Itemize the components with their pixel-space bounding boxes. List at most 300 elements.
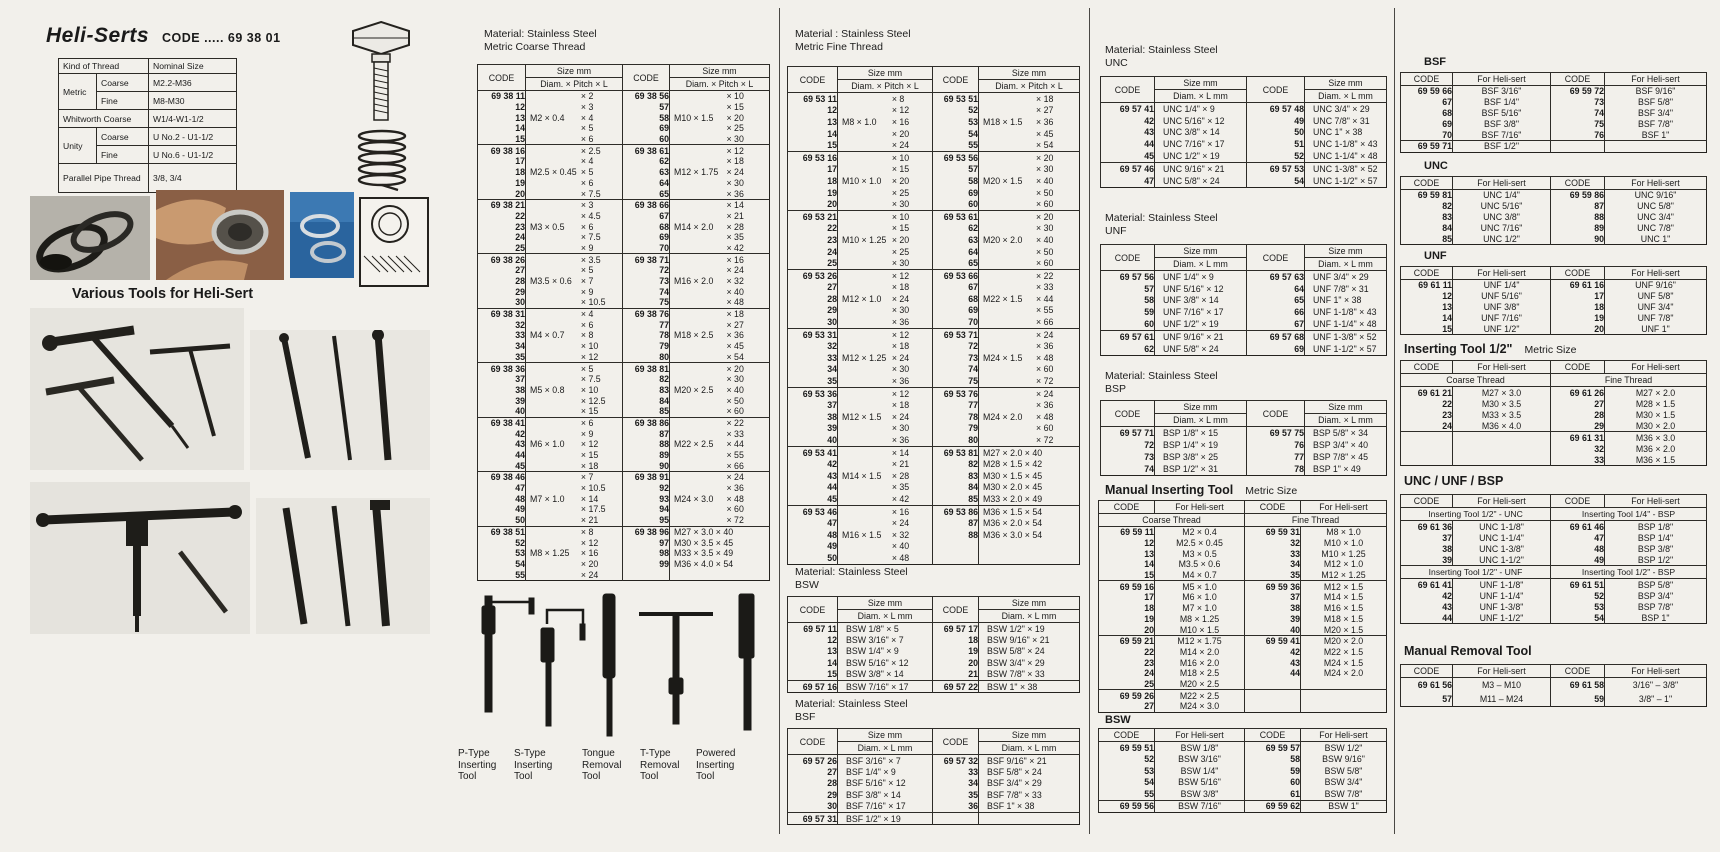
column-header: CODE bbox=[1247, 77, 1305, 103]
code-cell: 23 bbox=[478, 221, 526, 232]
size-cell: UNC 1-1/4" bbox=[1453, 532, 1551, 543]
column-header: CODE bbox=[1551, 495, 1605, 508]
code-cell: 69 38 31 bbox=[478, 308, 526, 319]
size-cell: × 25 bbox=[670, 123, 770, 134]
table-row bbox=[478, 493, 770, 504]
size-cell: BSF 5/16" × 12 bbox=[838, 778, 933, 789]
size-cell: M24 × 2.0 bbox=[1301, 668, 1387, 679]
tool-label-line: T-Type bbox=[640, 748, 671, 759]
code-cell: 17 bbox=[478, 156, 526, 167]
size-cell: M24 × 3.0 bbox=[1155, 701, 1245, 712]
code-cell: 18 bbox=[933, 634, 979, 645]
size-cell: × 21 bbox=[670, 211, 770, 222]
size-cell: M33 × 3.5 × 49 bbox=[670, 548, 770, 559]
code-cell: 69 53 81 bbox=[933, 446, 979, 458]
material-line: Metric Coarse Thread bbox=[484, 41, 586, 53]
table-row bbox=[788, 139, 1080, 151]
size-cell bbox=[1605, 140, 1707, 152]
code-cell: 62 bbox=[1101, 343, 1155, 355]
table-row bbox=[1101, 427, 1387, 440]
table-row bbox=[788, 493, 1080, 505]
size-cell: × 9 bbox=[526, 243, 623, 254]
size-cell: × 12 bbox=[670, 145, 770, 156]
size-cell: × 66 bbox=[979, 316, 1080, 328]
photo-hand-insert bbox=[156, 190, 284, 280]
size-cell: BSF 1/4" bbox=[1453, 97, 1551, 108]
size-cell: × 24 bbox=[838, 139, 933, 151]
size-cell: BSP 3/8" × 25 bbox=[1155, 451, 1247, 463]
table-row bbox=[1401, 543, 1707, 554]
size-cell: M30 × 2.0 × 45 bbox=[979, 482, 1080, 494]
thread-kind-cell: Fine bbox=[97, 146, 149, 164]
size-cell: × 60 bbox=[979, 257, 1080, 269]
table-row bbox=[788, 812, 1080, 824]
size-cell: M36 × 2.0 bbox=[1605, 443, 1707, 454]
size-cell: × 40 bbox=[670, 286, 770, 297]
code-cell: 54 bbox=[478, 559, 526, 570]
code-cell: 69 61 36 bbox=[1401, 521, 1453, 533]
code-cell: 69 38 11 bbox=[478, 91, 526, 102]
size-cell: × 15 bbox=[670, 102, 770, 113]
size-cell: M10 × 1.25 bbox=[1301, 548, 1387, 559]
size-cell: M12 × 1.25 × 24 bbox=[838, 352, 933, 364]
size-cell: × 6 bbox=[526, 319, 623, 330]
table-row bbox=[788, 105, 1080, 117]
photo-tools-1 bbox=[30, 308, 244, 470]
table-row bbox=[1101, 318, 1387, 330]
code-cell: 92 bbox=[623, 483, 670, 494]
size-cell: M30 × 2.0 bbox=[1605, 420, 1707, 432]
code-cell: 69 61 31 bbox=[1551, 432, 1605, 444]
column-header: Diam. × L mm bbox=[1155, 90, 1247, 103]
table-row bbox=[478, 385, 770, 396]
code-cell: 69 38 76 bbox=[623, 308, 670, 319]
table-row bbox=[1401, 86, 1707, 97]
table-row bbox=[1401, 508, 1707, 521]
size-cell: BSW 7/16" × 17 bbox=[838, 680, 933, 692]
code-cell: 68 bbox=[623, 221, 670, 232]
column-header: CODE bbox=[1245, 729, 1301, 742]
code-cell: 53 bbox=[1551, 601, 1605, 612]
size-cell: M6 × 1.0 × 12 bbox=[526, 439, 623, 450]
size-cell: UNF 1/2" × 19 bbox=[1155, 318, 1247, 330]
size-cell: M36 × 4.0 bbox=[1453, 420, 1551, 432]
size-cell: BSP 3/4" bbox=[1605, 590, 1707, 601]
size-cell: × 18 bbox=[838, 399, 933, 411]
code-cell: 14 bbox=[1099, 559, 1155, 570]
size-cell: × 7.5 bbox=[526, 232, 623, 243]
table-row bbox=[788, 187, 1080, 199]
table-row bbox=[478, 254, 770, 265]
size-cell: × 12 bbox=[838, 387, 933, 399]
size-cell: M20 × 2.5 bbox=[1155, 679, 1245, 690]
table-row bbox=[478, 483, 770, 494]
code-cell: 47 bbox=[478, 483, 526, 494]
code-cell: 13 bbox=[1401, 302, 1453, 313]
size-cell: × 15 bbox=[838, 223, 933, 235]
code-cell: 69 57 26 bbox=[788, 755, 838, 767]
code-cell bbox=[1401, 454, 1453, 466]
table-row bbox=[1401, 590, 1707, 601]
tool-label-line: Tool bbox=[696, 771, 715, 782]
size-cell: × 5 bbox=[526, 363, 623, 374]
size-cell: UNC 1/2" × 19 bbox=[1155, 150, 1247, 162]
unf-tools-label: UNF bbox=[1424, 250, 1447, 262]
size-cell bbox=[979, 552, 1080, 564]
code-cell: 88 bbox=[933, 529, 979, 541]
code-cell: 15 bbox=[788, 669, 838, 681]
size-cell: UNC 1-1/2" × 57 bbox=[1305, 175, 1387, 187]
size-cell: × 30 bbox=[838, 198, 933, 210]
unc-tools-table bbox=[1400, 176, 1707, 245]
code-cell: 84 bbox=[623, 395, 670, 406]
size-cell: UNC 1/4" bbox=[1453, 190, 1551, 201]
code-cell: 69 61 11 bbox=[1401, 280, 1453, 291]
size-cell: × 45 bbox=[670, 341, 770, 352]
column-header: Diam. × L mm bbox=[979, 610, 1080, 623]
size-cell: × 66 bbox=[670, 460, 770, 471]
tool-drawing-label bbox=[458, 748, 496, 783]
size-cell: × 60 bbox=[670, 504, 770, 515]
table-row bbox=[1401, 387, 1707, 399]
metric-fine-table bbox=[787, 66, 1080, 565]
photo-tools-2 bbox=[250, 330, 430, 470]
column-header: CODE bbox=[1099, 729, 1155, 742]
code-cell: 67 bbox=[1401, 97, 1453, 108]
size-cell: × 24 bbox=[838, 517, 933, 529]
column-header: Size mm bbox=[979, 67, 1080, 80]
code-cell: 73 bbox=[623, 276, 670, 287]
code-cell: 69 38 61 bbox=[623, 145, 670, 156]
code-cell: 33 bbox=[788, 352, 838, 364]
column-header: For Heli-sert bbox=[1605, 177, 1707, 190]
table-row bbox=[788, 364, 1080, 376]
column-header: For Heli-sert bbox=[1301, 729, 1387, 742]
size-cell: × 15 bbox=[838, 164, 933, 176]
thread-kind-cell: Metric bbox=[59, 74, 97, 110]
code-cell: 85 bbox=[1401, 233, 1453, 244]
size-cell: UNC 1-3/8" bbox=[1453, 543, 1551, 554]
column-header: Diam. × L mm bbox=[1155, 258, 1247, 271]
column-header: CODE bbox=[1551, 73, 1605, 86]
size-cell: × 18 bbox=[979, 93, 1080, 105]
column-header: For Heli-sert bbox=[1605, 267, 1707, 280]
code-cell: 72 bbox=[933, 340, 979, 352]
code-cell: 29 bbox=[1551, 420, 1605, 432]
table-row bbox=[478, 569, 770, 580]
code-cell: 40 bbox=[1245, 624, 1301, 635]
code-cell: 87 bbox=[1551, 201, 1605, 212]
size-cell: × 72 bbox=[979, 434, 1080, 446]
code-cell: 18 bbox=[1551, 302, 1605, 313]
code-cell: 82 bbox=[933, 458, 979, 470]
data-table bbox=[1098, 728, 1387, 813]
table-row bbox=[1101, 150, 1387, 162]
code-cell: 69 57 17 bbox=[933, 623, 979, 635]
table-row bbox=[1401, 398, 1707, 409]
size-cell: × 21 bbox=[838, 458, 933, 470]
code-cell: 54 bbox=[1247, 175, 1305, 187]
code-cell: 43 bbox=[1101, 127, 1155, 139]
size-cell: UNC 1/2" bbox=[1453, 233, 1551, 244]
code-cell: 27 bbox=[788, 282, 838, 294]
photo-insert-coil bbox=[30, 196, 150, 280]
size-cell: BSW 1/8" bbox=[1155, 742, 1245, 754]
size-cell: BSP 5/8" × 34 bbox=[1305, 427, 1387, 440]
code-cell: 79 bbox=[623, 341, 670, 352]
table-row bbox=[1401, 409, 1707, 420]
code-cell: 23 bbox=[788, 234, 838, 246]
table-row bbox=[478, 221, 770, 232]
size-cell: × 25 bbox=[838, 187, 933, 199]
code-cell: 84 bbox=[1401, 222, 1453, 233]
size-cell: × 30 bbox=[979, 164, 1080, 176]
column-header: Size mm bbox=[670, 65, 770, 78]
size-cell: × 9 bbox=[526, 286, 623, 297]
table-row bbox=[788, 789, 1080, 800]
size-cell: BSF 1/2" bbox=[1453, 140, 1551, 152]
size-cell: M5 × 0.8 × 10 bbox=[526, 385, 623, 396]
column-header: Diam. × L mm bbox=[1305, 414, 1387, 427]
size-cell bbox=[1453, 432, 1551, 444]
code-cell: 69 59 16 bbox=[1099, 581, 1155, 592]
column-header: CODE bbox=[1551, 361, 1605, 374]
code-cell: 30 bbox=[478, 297, 526, 308]
table-row bbox=[1099, 668, 1387, 679]
table-row bbox=[1099, 603, 1387, 614]
code-cell: 70 bbox=[933, 316, 979, 328]
table-row bbox=[478, 91, 770, 102]
size-cell: × 36 bbox=[670, 483, 770, 494]
table-row bbox=[1401, 312, 1707, 323]
table-row bbox=[1401, 532, 1707, 543]
material-line: Material: Stainless Steel bbox=[795, 698, 908, 710]
size-cell: 3/8, 3/4 bbox=[149, 164, 237, 193]
table-row bbox=[788, 293, 1080, 305]
size-cell: BSF 1/2" × 19 bbox=[838, 812, 933, 824]
size-cell: M4 × 0.7 × 8 bbox=[526, 330, 623, 341]
code-cell: 22 bbox=[1099, 647, 1155, 658]
size-cell: M2.5 × 0.45 bbox=[1155, 538, 1245, 549]
table-row bbox=[788, 623, 1080, 635]
code-cell: 57 bbox=[933, 164, 979, 176]
size-cell: × 14 bbox=[838, 446, 933, 458]
size-cell: × 8 bbox=[838, 93, 933, 105]
size-cell: × 60 bbox=[979, 198, 1080, 210]
code-cell: 67 bbox=[623, 211, 670, 222]
code-cell: 43 bbox=[478, 439, 526, 450]
size-cell: M3.5 × 0.6 bbox=[1155, 559, 1245, 570]
table-row bbox=[1101, 306, 1387, 318]
table-row bbox=[788, 458, 1080, 470]
code-cell: 54 bbox=[933, 128, 979, 140]
size-cell: BSP 7/8" × 45 bbox=[1305, 451, 1387, 463]
size-cell: M7 × 1.0 bbox=[1155, 603, 1245, 614]
code-cell: 69 53 26 bbox=[788, 269, 838, 281]
code-cell: 33 bbox=[933, 766, 979, 777]
code-cell: 62 bbox=[933, 223, 979, 235]
table-row bbox=[478, 167, 770, 178]
size-cell: × 10 bbox=[838, 210, 933, 222]
code-cell: 27 bbox=[478, 265, 526, 276]
table-row bbox=[788, 116, 1080, 128]
code-cell: 69 59 57 bbox=[1245, 742, 1301, 754]
code-cell: 69 57 61 bbox=[1101, 330, 1155, 342]
column-header: Diam. × Pitch × L bbox=[670, 78, 770, 91]
size-cell: × 33 bbox=[670, 428, 770, 439]
size-cell: M12 × 1.0 × 24 bbox=[838, 293, 933, 305]
table-row bbox=[478, 341, 770, 352]
material-line: Material: Stainless Steel bbox=[795, 566, 908, 578]
size-cell: UNC 5/8" bbox=[1605, 201, 1707, 212]
code-cell: 69 38 16 bbox=[478, 145, 526, 156]
code-cell bbox=[933, 552, 979, 564]
code-cell: 20 bbox=[1551, 323, 1605, 334]
table-row bbox=[788, 93, 1080, 105]
size-cell: × 12 bbox=[838, 105, 933, 117]
code-cell: 15 bbox=[478, 134, 526, 145]
size-cell: × 54 bbox=[979, 139, 1080, 151]
code-cell: 60 bbox=[623, 134, 670, 145]
size-cell: BSP 1/8" × 15 bbox=[1155, 427, 1247, 440]
size-cell: M22 × 2.5 bbox=[1155, 690, 1245, 701]
code-cell: 50 bbox=[788, 552, 838, 564]
size-cell: BSF 5/16" bbox=[1453, 108, 1551, 119]
metric-coarse-table bbox=[477, 64, 770, 581]
size-cell: × 24 bbox=[979, 387, 1080, 399]
code-cell: 69 57 32 bbox=[933, 755, 979, 767]
table-row bbox=[1101, 439, 1387, 451]
size-cell: UNC 1" bbox=[1605, 233, 1707, 244]
code-cell: 20 bbox=[478, 188, 526, 199]
code-cell: 93 bbox=[623, 493, 670, 504]
code-cell: 47 bbox=[1101, 175, 1155, 187]
code-cell: 69 57 53 bbox=[1247, 162, 1305, 174]
bsw-insert-table bbox=[787, 596, 1080, 693]
code-cell: 84 bbox=[933, 482, 979, 494]
size-cell: UNC 9/16" bbox=[1605, 190, 1707, 201]
table-row bbox=[478, 526, 770, 537]
table-row bbox=[1401, 432, 1707, 444]
table-row bbox=[1401, 454, 1707, 466]
size-cell: × 16 bbox=[670, 254, 770, 265]
material-line: Metric Fine Thread bbox=[795, 41, 883, 53]
table-row bbox=[478, 211, 770, 222]
table-row bbox=[788, 352, 1080, 364]
size-cell: UNC 3/4" × 29 bbox=[1305, 103, 1387, 115]
size-cell: M16 × 1.5 bbox=[1301, 603, 1387, 614]
code-cell: 52 bbox=[478, 537, 526, 548]
size-cell: × 12 bbox=[838, 269, 933, 281]
size-cell: UNC 5/16" × 12 bbox=[1155, 115, 1247, 127]
tool-label-line: Removal bbox=[582, 759, 622, 771]
tool-drawing-label bbox=[582, 748, 621, 783]
code-cell: 25 bbox=[478, 243, 526, 254]
table-row bbox=[478, 188, 770, 199]
code-cell: 69 53 76 bbox=[933, 387, 979, 399]
tool-label-line: Powered bbox=[696, 748, 736, 759]
code-cell: 43 bbox=[1401, 601, 1453, 612]
size-cell: M4 × 0.7 bbox=[1155, 570, 1245, 581]
size-cell: × 22 bbox=[670, 417, 770, 428]
tool-label-line: Inserting bbox=[696, 759, 735, 771]
size-cell: UNF 7/16" bbox=[1453, 312, 1551, 323]
code-cell: 52 bbox=[1099, 754, 1155, 766]
column-header: For Heli-sert bbox=[1453, 73, 1551, 86]
table-row bbox=[1099, 777, 1387, 789]
column-header: Diam. × L mm bbox=[1305, 90, 1387, 103]
code-cell: 74 bbox=[623, 286, 670, 297]
code-cell: 72 bbox=[1101, 439, 1155, 451]
size-cell: UNC 1-3/8" × 52 bbox=[1305, 162, 1387, 174]
size-cell: × 55 bbox=[979, 305, 1080, 317]
code-cell: 33 bbox=[478, 330, 526, 341]
size-cell: M3.5 × 0.6 × 7 bbox=[526, 276, 623, 287]
size-cell: BSW 7/8" bbox=[1301, 788, 1387, 800]
code-cell: 14 bbox=[478, 123, 526, 134]
size-cell: BSP 1/8" bbox=[1605, 521, 1707, 533]
code-cell: 44 bbox=[1401, 612, 1453, 624]
size-cell: M36 × 2.0 × 54 bbox=[979, 517, 1080, 529]
size-cell: M24 × 2.0 × 48 bbox=[979, 411, 1080, 423]
code-cell: 64 bbox=[1247, 283, 1305, 295]
size-cell: BSF 3/16" bbox=[1453, 86, 1551, 97]
column-divider bbox=[1089, 8, 1090, 834]
photo-tools-3 bbox=[30, 482, 250, 634]
code-cell: 69 53 71 bbox=[933, 328, 979, 340]
size-cell: × 6 bbox=[526, 178, 623, 189]
code-cell: 15 bbox=[788, 139, 838, 151]
size-cell: × 20 bbox=[526, 559, 623, 570]
table-row bbox=[1099, 657, 1387, 668]
code-cell: 69 57 71 bbox=[1101, 427, 1155, 440]
code-cell bbox=[1245, 679, 1301, 690]
code-cell: 23 bbox=[1401, 409, 1453, 420]
table-row bbox=[1401, 280, 1707, 291]
size-cell: × 2.5 bbox=[526, 145, 623, 156]
code-cell: 42 bbox=[1101, 115, 1155, 127]
size-cell: × 36 bbox=[838, 434, 933, 446]
code-cell: 14 bbox=[1401, 312, 1453, 323]
size-cell: × 3.5 bbox=[526, 254, 623, 265]
code-cell: 83 bbox=[933, 470, 979, 482]
size-cell: BSF 3/8" bbox=[1453, 118, 1551, 129]
size-cell: × 48 bbox=[670, 297, 770, 308]
code-cell: 57 bbox=[1101, 283, 1155, 295]
data-table bbox=[1400, 266, 1707, 335]
code-cell: 69 53 51 bbox=[933, 93, 979, 105]
table-row bbox=[478, 102, 770, 113]
column-header: Size mm bbox=[526, 65, 623, 78]
size-cell: × 30 bbox=[979, 223, 1080, 235]
size-cell: UNC 1-1/2" bbox=[1453, 554, 1551, 566]
table-row bbox=[788, 210, 1080, 222]
code-cell: 69 38 66 bbox=[623, 199, 670, 210]
bsf-insert-table bbox=[787, 728, 1080, 825]
code-cell bbox=[933, 812, 979, 824]
size-cell: × 30 bbox=[670, 134, 770, 145]
code-cell: 68 bbox=[933, 293, 979, 305]
tool-label-line: P-Type bbox=[458, 748, 490, 759]
code-cell: 58 bbox=[933, 175, 979, 187]
table-row bbox=[1401, 443, 1707, 454]
size-cell: × 36 bbox=[670, 188, 770, 199]
code-cell: 18 bbox=[1099, 603, 1155, 614]
size-cell: UNC 3/8" × 14 bbox=[1155, 127, 1247, 139]
table-row bbox=[1099, 635, 1387, 646]
size-cell: M7 × 1.0 × 14 bbox=[526, 493, 623, 504]
size-cell: × 15 bbox=[526, 406, 623, 417]
